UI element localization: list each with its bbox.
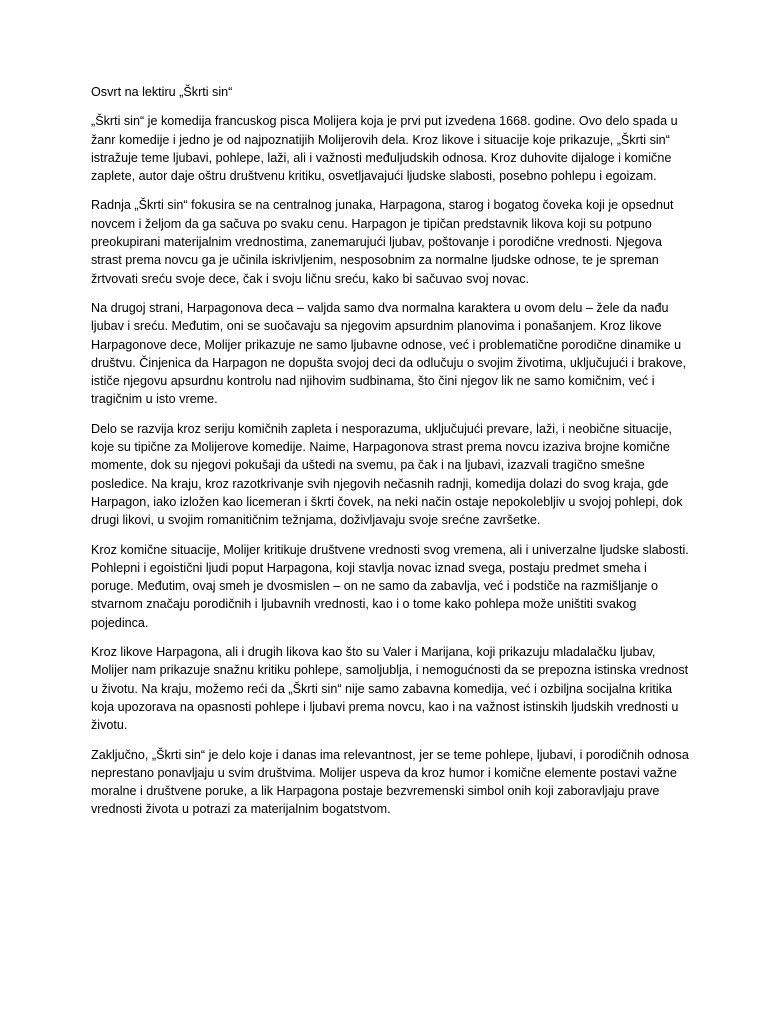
paragraph-children: Na drugoj strani, Harpagonova deca – valjda samo dva normalna karaktera u ovom delu – žele da nađu ljubav i sreću. Međutim, oni se suočavaju sa njegovim apsurdnim planovima i ponašanjem. Kroz likove Harpagonove dece, Molijer prikazuje ne samo ljubavne odnose, već i problematične porodične dinamike u društvu. Činjenica da Harpagon ne dopušta svojoj deci da odlučuju o svojim životima, uključujući i brakove, ističe njegovu apsurdnu kontrolu nad njihovim sudbinama, što čini njegov lik ne samo komičnim, već i tragičnim u isto vreme. [91, 300, 687, 407]
paragraph-plot: Radnja „Škrti sin“ fokusira se na centralnog junaka, Harpagona, starog i bogatog čoveka koji je opsednut novcem i željom da ga sačuva po svaku cenu. Harpagon je tipičan predstavnik likova koji su potpuno preokupirani materijalnim vrednostima, zanemarujući ljubav, poštovanje i porodične vrednosti. Njegova strast prema novcu ga je učinila iskrivljenim, nesposobnim za normalne ljudske odnose, te je spreman žrtvovati sreću svoje dece, čak i svoju ličnu sreću, kako bi sačuvao svoj novac. [91, 198, 674, 286]
paragraph-development: Delo se razvija kroz seriju komičnih zapleta i nesporazuma, uključujući prevare, laži, i neobične situacije, koje su tipične za Molijerove komedije. Naime, Harpagonova strast prema novcu izaziva brojne komične momente, dok su njegovi pokušaji da uštedi na svemu, pa čak i na ljubavi, izazvali tragično smešne posledice. Na kraju, kroz razotkrivanje svih njegovih nečasnih radnji, komedija dolazi do svog kraja, gde Harpagon, iako izložen kao licemeran i škrti čovek, na neki način ostaje nepokolebljiv u svojoj pohlepi, dok drugi likovi, u svojim romanitičnim težnjama, doživljavaju svoje srećne završetke. [91, 421, 683, 528]
paragraph-critique: Kroz komične situacije, Molijer kritikuje društvene vrednosti svog vremena, ali i univerzalne ljudske slabosti. Pohlepni i egoistični ljudi poput Harpagona, koji stavlja novac iznad svega, postaju predmet smeha i poruge. Međutim, ovaj smeh je dvosmislen – on ne samo da zabavlja, već i podstiče na razmišljanje o stvarnom značaju porodičnih i ljubavnih vrednosti, kao i o tome kako pohlepa može uništiti svakog pojedinca. [91, 542, 689, 630]
paragraph-conclusion: Zaključno, „Škrti sin“ je delo koje i danas ima relevantnost, jer se teme pohlepe, ljubavi, i porodičnih odnosa neprestano ponavljaju u svim društvima. Molijer uspeva da kroz humor i komične elemente postavi važne moralne i društvene poruke, a lik Harpagona postaje bezvremenski simbol onih koji zaboravljaju prave vrednosti života u potrazi za materijalnim bogatstvom. [91, 747, 689, 817]
paragraph-characters: Kroz likove Harpagona, ali i drugih likova kao što su Valer i Marijana, koji prikazuju mladalačku ljubav, Molijer nam prikazuje snažnu kritiku pohlepe, samoljublja, i nemogućnosti da se prepozna istinska vrednost u životu. Na kraju, možemo reći da „Škrti sin“ nije samo zabavna komedija, već i ozbiljna socijalna kritika koja upozorava na opasnosti pohlepe i ljubavi prema novcu, kao i na važnost istinskih ljudskih vrednosti u životu. [91, 645, 689, 733]
document-page [91, 83, 689, 830]
paragraph-intro: „Škrti sin“ je komedija francuskog pisca Molijera koja je prvi put izvedena 1668. godine. Ovo delo spada u žanr komedije i jedno je od najpoznatijih Molijerovih dela. Kroz likove i situacije koje prikazuje, „Škrti sin“ istražuje teme ljubavi, pohlepe, laži, ali i važnosti međuljudskih odnosa. Kroz duhovite dijaloge i komične zaplete, autor daje oštru društvenu kritiku, osvetljavajući ljudske slabosti, posebno pohlepu i egoizam. [91, 114, 678, 184]
document-title: Osvrt na lektiru „Škrti sin“ [91, 85, 233, 99]
